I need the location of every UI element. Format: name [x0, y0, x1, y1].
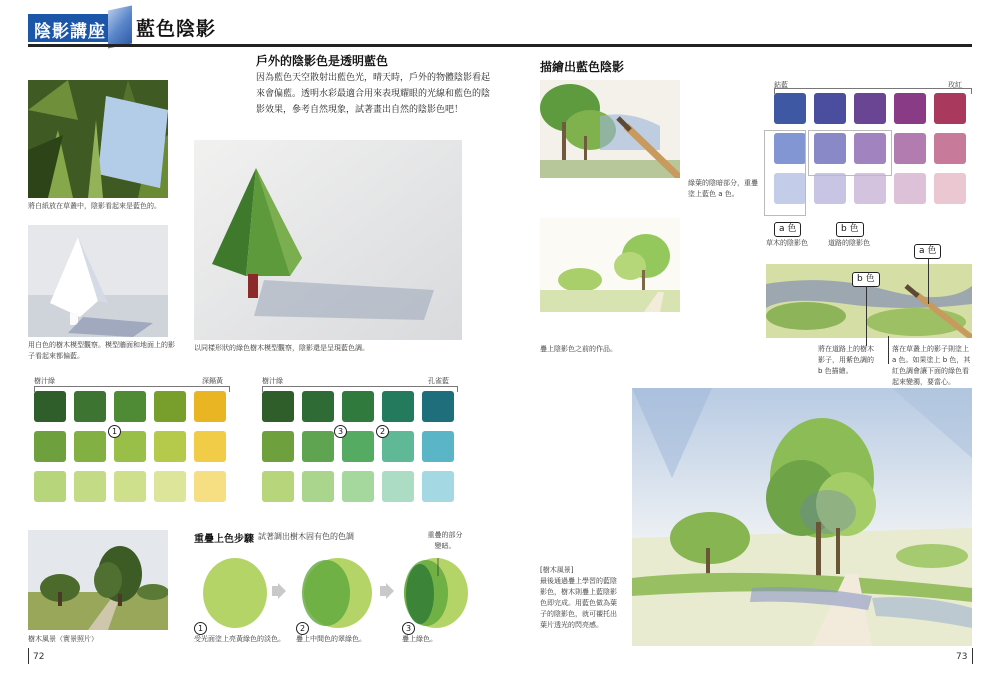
header-rule	[28, 44, 972, 47]
paint-swatch	[34, 431, 66, 462]
a-color-tag: a 色	[774, 222, 801, 237]
paint-swatch	[194, 391, 226, 422]
caption-road-shadow: 將在道路上的樹木影子，用紫色調的 b 色描繪。	[818, 345, 874, 375]
step1-number: 1	[194, 622, 207, 635]
paint-swatch	[114, 391, 146, 422]
a-color-box	[764, 130, 806, 216]
paint-swatch	[774, 93, 806, 124]
caption-white-paper: 將白紙放在草叢中，陰影看起來是藍色的。	[28, 202, 161, 210]
arrow-icon	[272, 583, 286, 599]
step2-number: 2	[296, 622, 309, 635]
paint-swatch	[382, 471, 414, 502]
step1-text: 受光面塗上亮黃綠色的淡色。	[194, 635, 285, 643]
b-color-tag-2: b 色	[852, 272, 880, 287]
paint-swatch	[894, 173, 926, 204]
paint-swatch	[422, 471, 454, 502]
paint-swatch	[302, 471, 334, 502]
paint-swatch	[934, 173, 966, 204]
b-color-desc: 道路的陰影色	[828, 239, 870, 247]
footer-line-left	[28, 648, 29, 664]
section-title-left: 戶外的陰影色是透明藍色	[256, 54, 389, 68]
palette2-label-right: 孔雀藍	[428, 377, 449, 385]
caption-brush-top: 綠葉的陰暗部分，重疊塗上藍色 a 色。	[688, 179, 758, 198]
cube-icon	[108, 5, 132, 48]
palette2-mark-2: 2	[376, 425, 389, 438]
caption-before-shadow: 疊上陰影色之前的作品。	[540, 345, 617, 353]
paint-swatch	[262, 471, 294, 502]
paint-swatch	[194, 471, 226, 502]
step3-number: 3	[402, 622, 415, 635]
page-number-left: 72	[33, 652, 45, 662]
paint-swatch	[302, 431, 334, 462]
paint-swatch	[854, 93, 886, 124]
paint-swatch	[934, 93, 966, 124]
paint-swatch	[814, 93, 846, 124]
paint-swatch	[74, 391, 106, 422]
section-title-right: 描繪出藍色陰影	[540, 60, 625, 74]
b-color-tag: b 色	[836, 222, 864, 237]
paint-swatch	[34, 471, 66, 502]
paint-swatch	[114, 471, 146, 502]
photo-green-model	[194, 140, 462, 340]
paint-swatch	[934, 133, 966, 164]
paint-swatch	[894, 93, 926, 124]
leader-line	[866, 286, 867, 346]
palette1-mark-1: 1	[108, 425, 121, 438]
palette3-label-right: 玫紅	[948, 81, 962, 89]
header-badge: 陰影講座	[28, 14, 112, 42]
photo-brush-painting	[540, 80, 680, 178]
paint-swatch	[34, 391, 66, 422]
paint-swatch	[422, 431, 454, 462]
intro-text: 因為藍色天空散射出藍色光，晴天時，戶外的物體陰影看起來會偏藍。透明水彩最適合用來表現耀眼的光線和藍色的陰影效果，參考自然現象，試著畫出自然的陰影色吧！	[256, 73, 491, 115]
a-color-desc: 草木的陰影色	[766, 239, 808, 247]
caption-grass-shadow: 落在草叢上的影子則塗上 a 色。如果塗上 b 色，其紅色調會讓下面的綠色看起來變濁，要當心。	[892, 345, 971, 386]
paint-swatch	[154, 431, 186, 462]
step2-blob	[296, 556, 376, 630]
steps-note: 重疊的部分變暗。	[427, 531, 463, 550]
page-number-right: 73	[956, 652, 968, 662]
palette1-label-left: 樹汁綠	[34, 377, 55, 385]
palette2-mark-3: 3	[334, 425, 347, 438]
b-color-box	[808, 130, 892, 176]
caption-final-title: [樹木風景]	[540, 566, 574, 574]
paint-swatch	[342, 431, 374, 462]
caption-green-model: 以同樣形狀的綠色樹木模型觀察，陰影還是呈現藍色調。	[194, 344, 369, 352]
paint-swatch	[262, 431, 294, 462]
paint-swatch	[422, 391, 454, 422]
paint-swatch	[154, 471, 186, 502]
paint-swatch	[814, 173, 846, 204]
caption-final: 最後通過疊上學習的藍陰影色，樹木則疊上藍陰影色即完成。用藍色做為葉子的陰影色，就可襯托出葉片透光的閃亮感。	[540, 577, 617, 629]
a-color-tag-2: a 色	[914, 244, 941, 259]
caption-white-model: 用白色的樹木模型觀察。模型牆面和地面上的影子看起來都偏藍。	[28, 341, 175, 360]
photo-white-model	[28, 225, 168, 337]
step1-blob	[200, 556, 270, 630]
painting-final	[632, 388, 972, 646]
step3-text: 疊上綠色。	[402, 635, 437, 643]
palette3-label-left: 鈷藍	[774, 81, 788, 89]
steps-subtitle: 試著調出樹木固有色的色調	[258, 532, 354, 541]
photo-before-shadow	[540, 218, 680, 312]
palette1-label-right: 深鎘黃	[202, 377, 223, 385]
palette2-label-left: 樹汁綠	[262, 377, 283, 385]
paint-swatch	[342, 471, 374, 502]
footer-line-right	[972, 648, 973, 664]
steps-title: 重疊上色步驟	[194, 534, 254, 545]
paint-swatch	[262, 391, 294, 422]
caption-tree-photo: 樹木風景（實景照片）	[28, 635, 98, 643]
photo-tree-scene	[28, 530, 168, 630]
paint-swatch	[382, 391, 414, 422]
paint-swatch	[302, 391, 334, 422]
paint-swatch	[74, 471, 106, 502]
step2-text: 疊上中間色的翠綠色。	[296, 635, 366, 643]
leader-line	[928, 258, 929, 304]
step3-blob	[398, 556, 470, 630]
paint-swatch	[854, 173, 886, 204]
photo-white-paper	[28, 80, 168, 198]
paint-swatch	[194, 431, 226, 462]
paint-swatch	[154, 391, 186, 422]
paint-swatch	[894, 133, 926, 164]
paint-swatch	[74, 431, 106, 462]
paint-swatch	[342, 391, 374, 422]
page-title: 藍色陰影	[136, 18, 217, 40]
leader-line	[888, 336, 889, 364]
arrow-icon	[380, 583, 394, 599]
